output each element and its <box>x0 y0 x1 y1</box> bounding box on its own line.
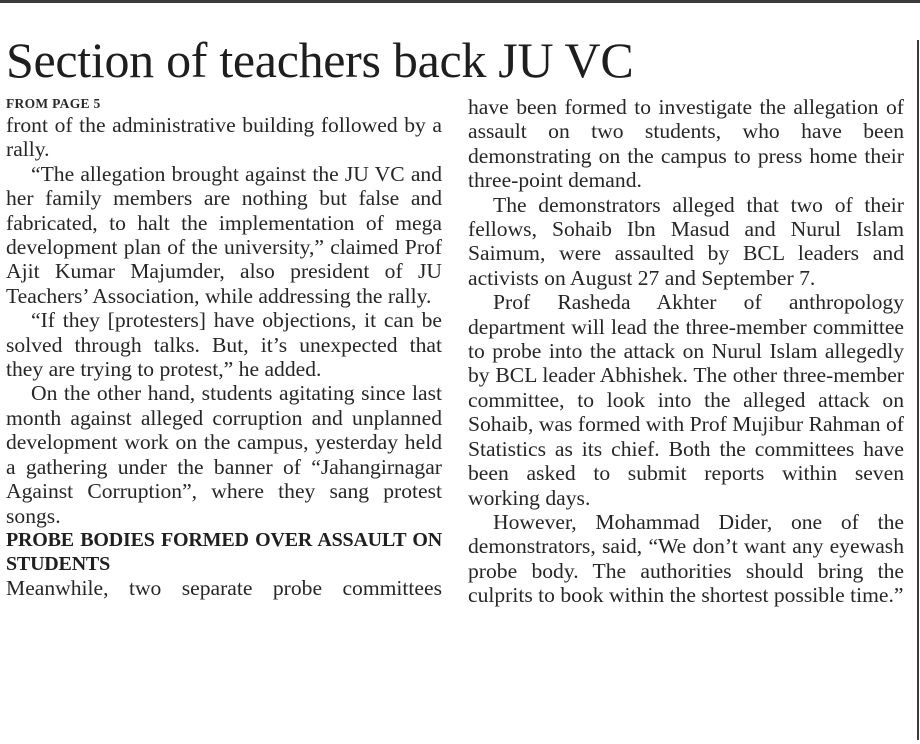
paragraph-right-2: The demonstrators alleged that two of their fellows, Sohaib Ibn Masud and Nurul Islam Saimum, were assaulted by BCL leaders and activists on August 27 and September 7. <box>468 192 904 290</box>
paragraph-left-1: front of the administrative building followed by a rally. <box>6 113 442 162</box>
right-border-rule <box>917 40 919 740</box>
paragraph-left-2: “The allegation brought against the JU VC and her family members are nothing but false and fabricated, to halt the implementation of mega development plan of the university,” claimed Prof Ajit Kumar Majumder, also president of JU Teachers’ Association, while addressing the rally. <box>6 161 442 308</box>
paragraph-right-4: However, Mohammad Dider, one of the demonstrators, said, “We don’t want any eyewash probe body. The authorities should bring the culprits to book within the shortest possible time.” <box>468 509 904 608</box>
right-column <box>468 95 904 608</box>
left-column <box>6 96 442 600</box>
paragraph-right-1: have been formed to investigate the allegation of assault on two students, who have been demonstrating on the campus to press home their three-point demand. <box>468 95 904 193</box>
top-border-rule <box>0 0 920 3</box>
paragraph-right-3: Prof Rasheda Akhter of anthropology department will lead the three-member committee to probe into the attack on Nurul Islam allegedly by BCL leader Abhishek. The other three-member committee, to look into the alleged attack on Sohaib, was formed with Prof Mujibur Rahman of Statistics as its chief. Both the committees have been asked to submit reports within seven working days. <box>468 290 904 510</box>
continuation-label: FROM PAGE 5 <box>6 96 101 111</box>
paragraph-left-4: On the other hand, students agitating since last month against alleged corruption and unplanned development work on the campus, yesterday held a gathering under the banner of “Jahangirnagar Against Corruption”, where they sang protest songs. <box>6 381 442 528</box>
subheading: PROBE BODIES FORMED OVER ASSAULT ON STUDENTS <box>6 528 442 575</box>
paragraph-left-5: Meanwhile, two separate probe committees <box>6 575 442 600</box>
headline: Section of teachers back JU VC <box>6 32 634 88</box>
paragraph-left-3: “If they [protesters] have objections, it can be solved through talks. But, it’s unexpected that they are trying to protest,” he added. <box>6 308 442 382</box>
